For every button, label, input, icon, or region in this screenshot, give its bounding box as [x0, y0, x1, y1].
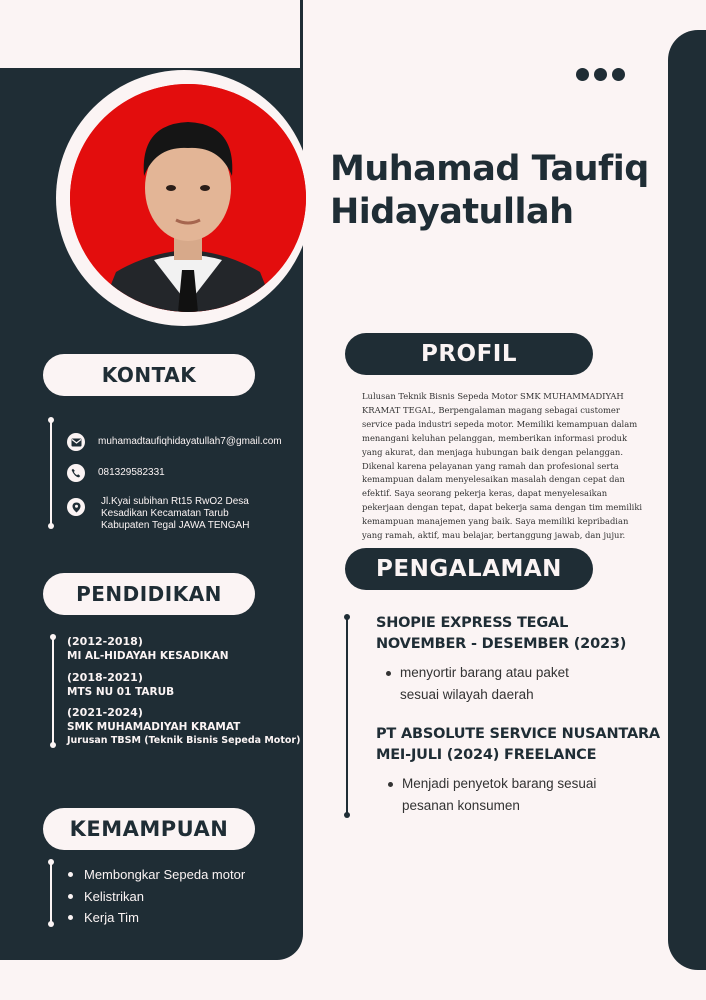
skill-item: Kelistrikan [68, 886, 245, 908]
contact-timeline [50, 420, 52, 526]
skills-timeline [50, 862, 52, 924]
phone-text: 081329582331 [98, 467, 165, 478]
top-background [0, 0, 300, 68]
education-item: (2018-2021) MTS NU 01 TARUB [67, 671, 175, 698]
job-duty: Menjadi penyetok barang sesuai pesanan konsumen [388, 773, 596, 817]
job-title: PT ABSOLUTE SERVICE NUSANTARA MEI-JULI (2024) FREELANCE [376, 726, 660, 763]
skill-item: Kerja Tim [68, 907, 245, 929]
skill-item: Membongkar Sepeda motor [68, 864, 245, 886]
bullet-dot [388, 782, 393, 787]
skills-list [68, 864, 245, 929]
more-dots-icon [576, 68, 625, 81]
education-item: (2021-2024) SMK MUHAMADIYAH KRAMAT Jurusan TBSM (Teknik Bisnis Sepeda Motor) [67, 706, 301, 746]
education-timeline [52, 637, 54, 745]
skills-heading: KEMAMPUAN [43, 808, 255, 850]
candidate-name: Muhamad Taufiq Hidayatullah [330, 149, 649, 232]
right-decor-bar [668, 30, 706, 970]
email-text: muhamadtaufiqhidayatullah7@gmail.com [98, 436, 282, 447]
experience-timeline [346, 617, 348, 815]
profile-photo [70, 84, 306, 312]
address-text: Jl.Kyai subihan Rt15 RwO2 Desa Kesadikan Kecamatan Tarub Kabupaten Tegal JAWA TENGAH [101, 496, 250, 531]
phone-icon [67, 464, 85, 482]
profile-heading: PROFIL [345, 333, 593, 375]
location-pin-icon [67, 498, 85, 516]
email-icon [67, 433, 85, 451]
profile-text: Lulusan Teknik Bisnis Sepeda Motor SMK MUHAMMADIYAH KRAMAT TEGAL, Berpengalaman magang sebagai customer service pada industri sepeda motor. Memiliki kemampuan dalam menangani keluhan pelanggan, memberikan informasi produk yang akurat, dan menjaga hubungan baik dengan pelanggan. Dikenal karena pelayanan yang ramah dan profesional serta kemampuan dalam menyelesaikan masalah dengan cepat dan efektif. Saya seorang pekerja keras, dapat menyelesaikan pekerjaan dengan tepat, dapat bekerja sama dengan tim memiliki kemampuan manajemen yang baik. Saya memiliki kepribadian yang ramah, aktif, mau belajar, bertanggung jawab, dan jujur. [362, 391, 643, 541]
experience-heading: PENGALAMAN [345, 548, 593, 590]
contact-address-row [67, 496, 249, 532]
contact-phone-row [67, 464, 165, 482]
bullet-dot [386, 671, 391, 676]
contact-heading: KONTAK [43, 354, 255, 396]
education-item: (2012-2018) MI AL-HIDAYAH KESADIKAN [67, 635, 229, 662]
contact-email-row [67, 433, 282, 451]
education-heading: PENDIDIKAN [43, 573, 255, 615]
job-title: SHOPIE EXPRESS TEGAL NOVEMBER - DESEMBER (2023) [376, 615, 627, 652]
job-duty: menyortir barang atau paket sesuai wilayah daerah [386, 662, 569, 706]
